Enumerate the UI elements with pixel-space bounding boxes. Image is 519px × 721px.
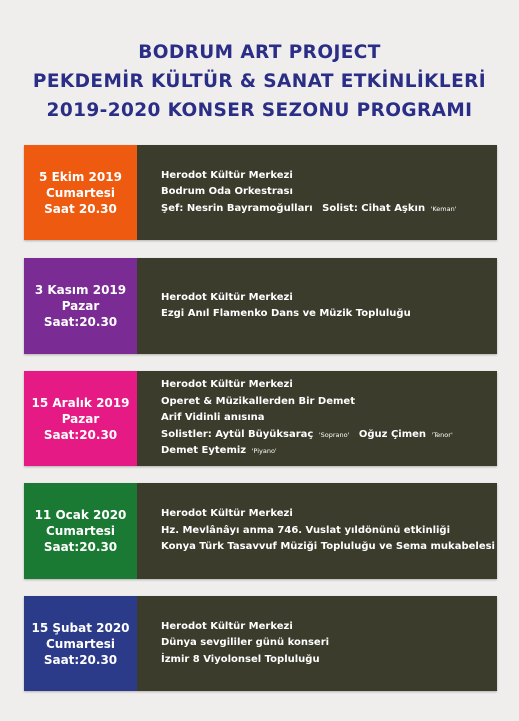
event-venue: Herodot Kültür Merkezi [161, 379, 293, 391]
event-program: Dünya sevgililer günü konseri [161, 637, 330, 649]
header-line-2: PEKDEMİR KÜLTÜR & SANAT ETKİNLİKLERİ [32, 71, 487, 92]
event-day: Cumartesi [46, 185, 115, 200]
event-date: 11 Ocak 2020 [34, 508, 127, 522]
event-soloists [161, 427, 497, 444]
instrument-note: 'Keman' [430, 204, 457, 213]
event-time: Saat:20.30 [43, 540, 118, 554]
event-venue: Herodot Kültür Merkezi [161, 291, 293, 303]
event-time: Saat:20.30 [43, 652, 118, 667]
event-date-box [24, 596, 137, 691]
event-row [24, 371, 497, 466]
event-time: Saat 20.30 [44, 201, 117, 216]
event-performers: İzmir 8 Viyolonsel Topluluğu [161, 653, 320, 665]
event-time: Saat:20.30 [43, 427, 118, 442]
event-date-box [24, 145, 137, 240]
event-details [137, 596, 497, 691]
event-date: 3 Kasım 2019 [34, 283, 127, 297]
event-date: 15 Aralık 2019 [31, 395, 130, 410]
event-venue: Herodot Kültür Merkezi [161, 169, 293, 181]
event-date: 5 Ekim 2019 [39, 169, 122, 184]
event-row [24, 483, 497, 579]
event-details [137, 483, 497, 579]
voice-note-tenor: 'Tenor' [431, 430, 453, 439]
event-performers [161, 201, 497, 218]
pianist: Demet Eytemiz [161, 445, 247, 457]
event-date-box [24, 371, 137, 466]
event-pianist [161, 443, 497, 460]
event-venue: Herodot Kültür Merkezi [161, 508, 293, 520]
event-day: Cumartesi [46, 524, 115, 538]
soloist-soprano: Solistler: Aytül Büyüksaraç [161, 428, 314, 440]
instrument-note-piano: 'Piyano' [251, 447, 277, 456]
poster-header [0, 38, 519, 125]
header-line-3: 2019-2020 KONSER SEZONU PROGRAMI [46, 100, 473, 121]
conductor: Şef: Nesrin Bayramoğulları [161, 202, 313, 214]
header-line-1: BODRUM ART PROJECT [138, 42, 381, 63]
event-details [137, 371, 497, 466]
event-program: Hz. Mevlânâyı anma 746. Vuslat yıldönünü etkinliği [161, 524, 451, 536]
event-details [137, 145, 497, 240]
soloist: Solist: Cihat Aşkın [322, 202, 426, 214]
event-row [24, 145, 497, 240]
event-program: Ezgi Anıl Flamenko Dans ve Müzik Topluluğu [161, 308, 411, 319]
event-row [24, 596, 497, 691]
event-date-box [24, 483, 137, 579]
event-row [24, 258, 497, 354]
event-performers: Konya Türk Tasavvuf Müziği Topluluğu ve Sema mukabelesi [161, 541, 495, 553]
event-venue: Herodot Kültür Merkezi [161, 620, 293, 632]
event-dedication: Arif Vidinli anısına [161, 412, 265, 424]
event-day: Pazar [61, 299, 100, 313]
event-time: Saat:20.30 [43, 315, 118, 329]
event-program: Operet & Müzikallerden Bir Demet [161, 395, 355, 407]
event-day: Cumartesi [46, 636, 115, 651]
voice-note-soprano: 'Soprano' [318, 430, 350, 439]
event-date-box [24, 258, 137, 354]
soloist-tenor: Oğuz Çimen [358, 428, 427, 440]
event-date: 15 Şubat 2020 [31, 620, 130, 635]
event-program: Bodrum Oda Orkestrası [161, 186, 293, 198]
event-day: Pazar [61, 411, 100, 426]
event-details [137, 258, 497, 354]
